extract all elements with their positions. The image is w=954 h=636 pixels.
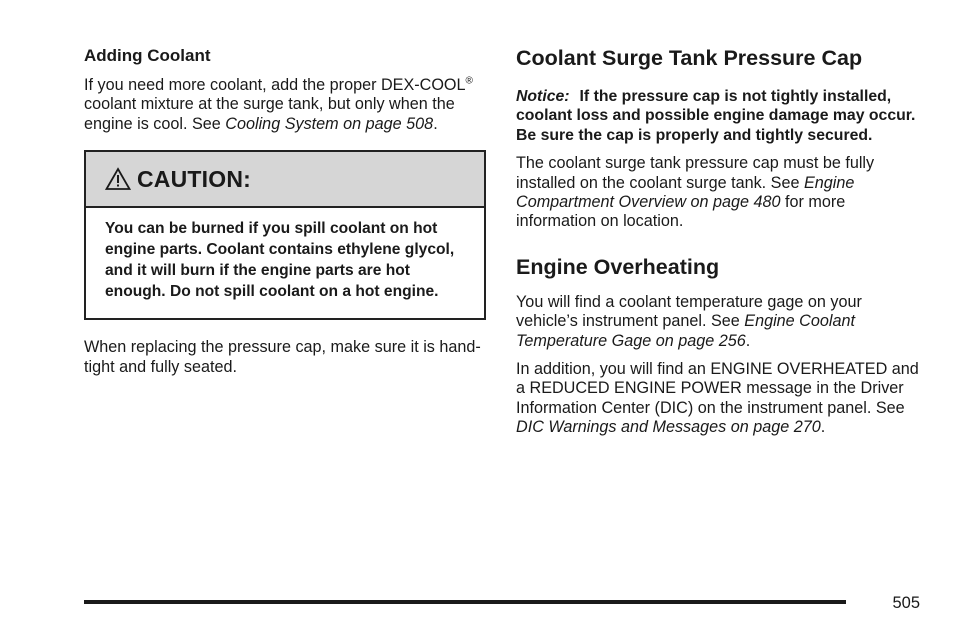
- right-column: [516, 45, 920, 438]
- left-column: [84, 46, 486, 377]
- overheating-paragraph-1: [516, 293, 920, 351]
- notice-label: Notice:: [516, 88, 570, 105]
- cooling-system-link[interactable]: Cooling System on page 508: [225, 114, 434, 133]
- notice-paragraph: [516, 87, 920, 145]
- adding-coolant-text-cont: coolant mixture at the surge tank, but only when the engine is cool. See: [84, 95, 455, 133]
- page-number: 505: [892, 594, 920, 612]
- warning-triangle-icon: [105, 167, 131, 191]
- surge-tank-text-cont: for more information on location.: [516, 193, 846, 231]
- caution-text: You can be burned if you spill coolant on hot engine parts. Coolant contains ethylene glycol, and it will burn if the engine parts are hot enough. Do not spill coolant on a hot engine.: [105, 220, 455, 301]
- pressure-cap-paragraph: When replacing the pressure cap, make sure it is hand-tight and fully seated.: [84, 338, 481, 376]
- surge-tank-text: The coolant surge tank pressure cap must be fully installed on the coolant surge tank. See: [516, 154, 875, 192]
- overheating-period-2: .: [820, 418, 826, 437]
- overheating-paragraph-2: [516, 360, 920, 438]
- notice-text: If the pressure cap is not tightly installed, coolant loss and possible engine damage may occur. Be sure the cap is properly and tightly secured.: [516, 88, 916, 144]
- footer-rule: [84, 600, 846, 604]
- overheating-period: .: [745, 331, 751, 350]
- overheating-text-2: In addition, you will find an ENGINE OVERHEATED and a REDUCED ENGINE POWER message in the Driver Information Center (DIC) on the instrument panel. See: [516, 360, 919, 417]
- engine-compartment-link[interactable]: Engine Compartment Overview on page 480: [516, 173, 855, 212]
- surge-tank-heading: Coolant Surge Tank Pressure Cap: [516, 46, 863, 70]
- adding-coolant-text: If you need more coolant, add the proper DEX-COOL: [84, 76, 466, 94]
- adding-coolant-heading: Adding Coolant: [84, 46, 211, 65]
- dic-warnings-link[interactable]: DIC Warnings and Messages on page 270: [516, 418, 821, 437]
- coolant-temperature-gage-link[interactable]: Engine Coolant Temperature Gage on page 256: [516, 312, 855, 350]
- overheating-text: You will find a coolant temperature gage on your vehicle’s instrument panel. See: [516, 292, 862, 331]
- caution-box: [84, 150, 486, 320]
- surge-tank-paragraph: [516, 154, 920, 232]
- adding-coolant-paragraph: [84, 76, 486, 134]
- caution-header: [86, 152, 484, 208]
- caution-title: CAUTION:: [137, 165, 252, 192]
- adding-coolant-period: .: [433, 114, 438, 133]
- registered-mark: ®: [465, 75, 473, 87]
- engine-overheating-heading: Engine Overheating: [516, 254, 720, 279]
